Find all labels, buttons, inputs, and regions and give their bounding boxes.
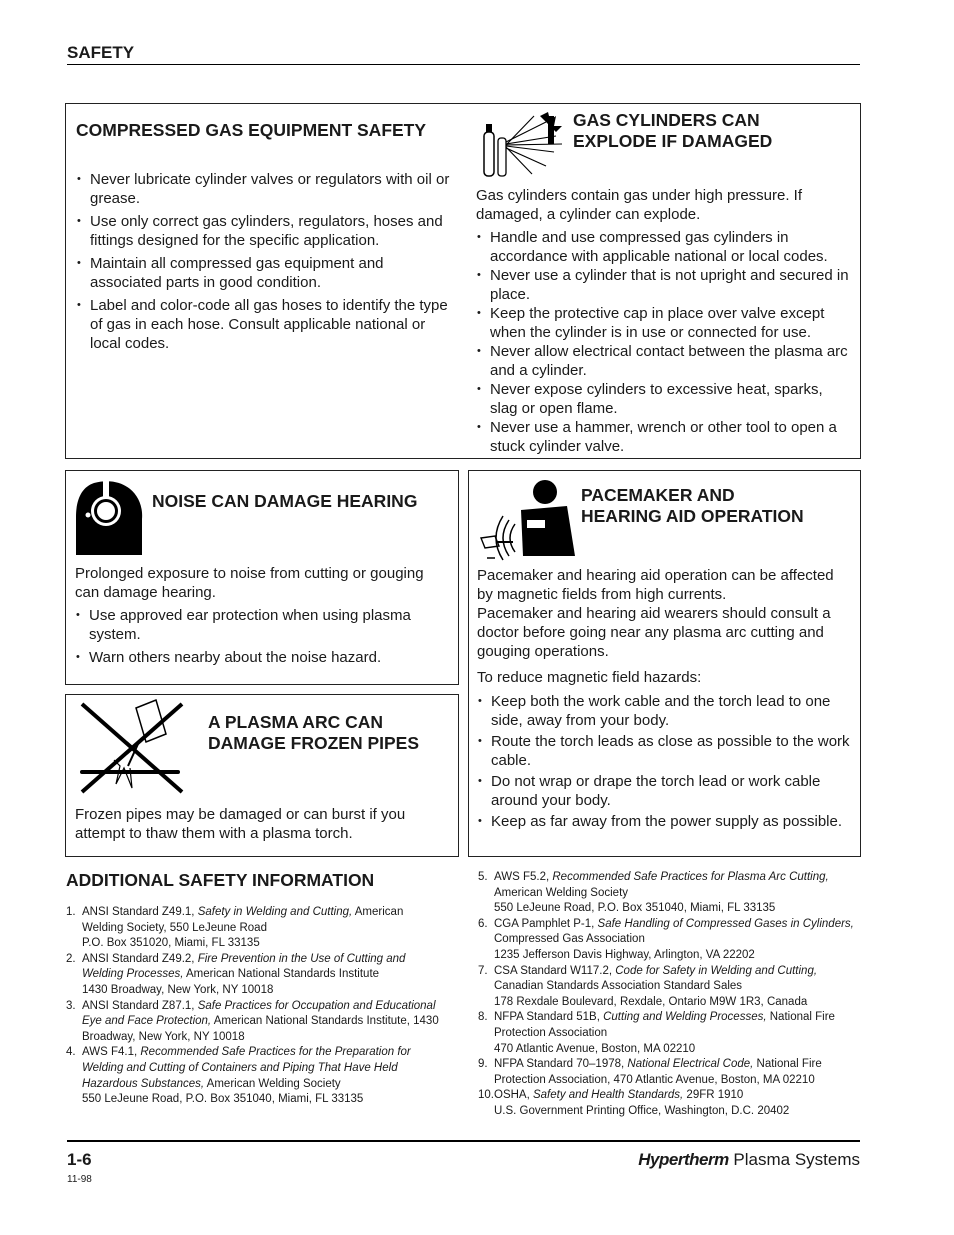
cylinder-item: • Never use a cylinder that is not upright and secured in place. [476, 266, 851, 304]
reference-item: 9. NFPA Standard 70–1978, National Electrical Code, National Fire Protection Association, 470 Atlantic Avenue, Boston, MA 02210 [478, 1058, 822, 1086]
compressed-gas-title: COMPRESSED GAS EQUIPMENT SAFETY [76, 120, 427, 140]
reference-number: 4. [66, 1046, 76, 1059]
section-header: SAFETY [67, 43, 135, 62]
cylinder-explosion-icon [476, 112, 566, 185]
pacemaker-item: • Do not wrap or drape the torch lead or work cable around your body. [477, 772, 852, 810]
cylinders-list [476, 228, 851, 456]
cylinder-item: • Keep the protective cap in place over valve except when the cylinder is in use or connected for use. [476, 304, 851, 342]
pacemaker-intro3: To reduce magnetic field hazards: [477, 669, 702, 686]
noise-intro: Prolonged exposure to noise from cutting or gouging can damage hearing. [75, 565, 424, 601]
page-number: 1-6 [67, 1150, 92, 1169]
compressed-gas-list [76, 170, 451, 357]
pacemaker-item: • Keep both the work cable and the torch lead to one side, away from your body. [477, 692, 852, 730]
pipes-title-line2: DAMAGE FROZEN PIPES [208, 733, 419, 753]
reference-title: Recommended Safe Practices for Plasma Arc Cutting, [552, 871, 829, 883]
noise-item: • Use approved ear protection when using plasma system. [75, 606, 445, 644]
pipes-text: Frozen pipes may be damaged or can burst if you attempt to thaw them with a plasma torch. [75, 806, 406, 842]
pipes-title [208, 712, 419, 754]
reference-number: 5. [478, 871, 488, 883]
reference-title: Safety and Health Standards, [532, 1089, 684, 1102]
cylinder-item: • Never allow electrical contact between the plasma arc and a cylinder. [476, 342, 851, 380]
reference-title: Fire Prevention in the Use of Cutting and Welding Processes, [82, 952, 406, 981]
reference-title: Cutting and Welding Processes, [603, 1011, 767, 1024]
pipes-title-line1: A PLASMA ARC CAN [208, 712, 383, 732]
reference-title: Safe Handling of Compressed Gases in Cylinders, [597, 917, 854, 930]
references-right [478, 870, 858, 1120]
pacemaker-intro1: Pacemaker and hearing aid operation can be affected by magnetic fields from high currents. [477, 567, 834, 603]
cylinders-title [573, 110, 772, 152]
no-thaw-pipes-icon [76, 698, 188, 803]
reference-item: 1. ANSI Standard Z49.1, Safety in Welding and Cutting, American Welding Society, 550 LeJeune Road P.O. Box 351020, Miami, FL 33135 [66, 906, 404, 950]
compressed-gas-item: • Never lubricate cylinder valves or regulators with oil or grease. [76, 170, 451, 208]
cylinders-title-line1: GAS CYLINDERS CAN [573, 110, 760, 130]
revision-date: 11-98 [67, 1174, 92, 1185]
reference-number: 8. [478, 1011, 488, 1024]
references-left [66, 905, 446, 1108]
pacemaker-item: • Keep as far away from the power supply as possible. [477, 812, 852, 831]
pacemaker-list [477, 692, 852, 833]
reference-number: 2. [66, 952, 76, 965]
reference-number: 3. [66, 999, 76, 1012]
reference-title: Safety in Welding and Cutting, [197, 906, 353, 918]
reference-item: 10. OSHA, Safety and Health Standards, 29FR 1910 U.S. Government Printing Office, Washington, D.C. 20402 [478, 1089, 790, 1117]
noise-list [75, 606, 445, 671]
cylinder-item: • Never use a hammer, wrench or other tool to open a stuck cylinder valve. [476, 418, 851, 456]
header-rule [67, 64, 860, 65]
cylinders-intro: Gas cylinders contain gas under high pressure. If damaged, a cylinder can explode. [476, 187, 803, 223]
reference-number: 6. [478, 917, 488, 930]
compressed-gas-item: • Maintain all compressed gas equipment and associated parts in good condition. [76, 254, 451, 292]
reference-item: 3. ANSI Standard Z87.1, Safe Practices for Occupation and Educational Eye and Face Protection, American National Standards Institute, 1430 Broadway, New York, NY 10018 [66, 999, 439, 1043]
pacemaker-item: • Route the torch leads as close as possible to the work cable. [477, 732, 852, 770]
pacemaker-magnetic-field-icon [475, 476, 577, 569]
cylinders-title-line2: EXPLODE IF DAMAGED [573, 131, 773, 151]
compressed-gas-item: • Label and color-code all gas hoses to identify the type of gas in each hose. Consult applicable national or local codes. [76, 296, 451, 353]
reference-number: 1. [66, 906, 76, 918]
footer-rule [67, 1140, 860, 1142]
pacemaker-title-line2: HEARING AID OPERATION [581, 506, 804, 526]
additional-title: ADDITIONAL SAFETY INFORMATION [66, 870, 375, 890]
cylinder-item: • Handle and use compressed gas cylinders in accordance with applicable national or local codes. [476, 228, 851, 266]
product-name: Plasma Systems [728, 1150, 860, 1169]
reference-number: 9. [478, 1058, 488, 1071]
reference-item: 5. AWS F5.2, Recommended Safe Practices for Plasma Arc Cutting, American Welding Society 550 LeJeune Road, P.O. Box 351040, Miami, FL 33135 [478, 871, 829, 915]
noise-item: • Warn others nearby about the noise hazard. [75, 648, 445, 667]
reference-number: 7. [478, 964, 488, 977]
reference-item: 2. ANSI Standard Z49.2, Fire Prevention in the Use of Cutting and Welding Processes, American National Standards Institute 1430 Broadway, New York, NY 10018 [66, 952, 406, 996]
reference-item: 6. CGA Pamphlet P-1, Safe Handling of Compressed Gases in Cylinders, Compressed Gas Association 1235 Jefferson Davis Highway, Arlington, VA 22202 [478, 917, 854, 961]
reference-number: 10. [478, 1089, 494, 1102]
reference-item: 4. AWS F4.1, Recommended Safe Practices for the Preparation for Welding and Cutting of Containers and Piping That Have Held Hazardous Substances, American Welding Society 550 LeJeune Road, P.O. Box 351040, Miami, FL 33135 [66, 1046, 411, 1106]
brand-name: Hypertherm [638, 1150, 729, 1169]
cylinder-item: • Never expose cylinders to excessive heat, sparks, slag or open flame. [476, 380, 851, 418]
reference-item: 8. NFPA Standard 51B, Cutting and Welding Processes, National Fire Protection Association 470 Atlantic Avenue, Boston, MA 02210 [478, 1011, 835, 1055]
pacemaker-title-line1: PACEMAKER AND [581, 485, 735, 505]
ear-protection-icon [74, 479, 144, 560]
noise-title: NOISE CAN DAMAGE HEARING [152, 491, 418, 511]
pacemaker-intro2: Pacemaker and hearing aid wearers should consult a doctor before going near any plasma arc cutting and gouging operations. [477, 605, 831, 660]
reference-title: Recommended Safe Practices for the Preparation for Welding and Cutting of Containers and Piping That Have Held Hazardous Substances, [82, 1046, 411, 1090]
brand-line [638, 1150, 860, 1170]
reference-title: Safe Practices for Occupation and Educational Eye and Face Protection, [82, 999, 436, 1028]
reference-item: 7. CSA Standard W117.2, Code for Safety in Welding and Cutting, Canadian Standards Association Standard Sales 178 Rexdale Boulevard, Rexdale, Ontario M9W 1R3, Canada [478, 964, 818, 1008]
reference-title: Code for Safety in Welding and Cutting, [615, 964, 818, 977]
compressed-gas-item: • Use only correct gas cylinders, regulators, hoses and fittings designed for the specific application. [76, 212, 451, 250]
pacemaker-title [581, 485, 804, 527]
reference-title: National Electrical Code, [627, 1058, 754, 1071]
